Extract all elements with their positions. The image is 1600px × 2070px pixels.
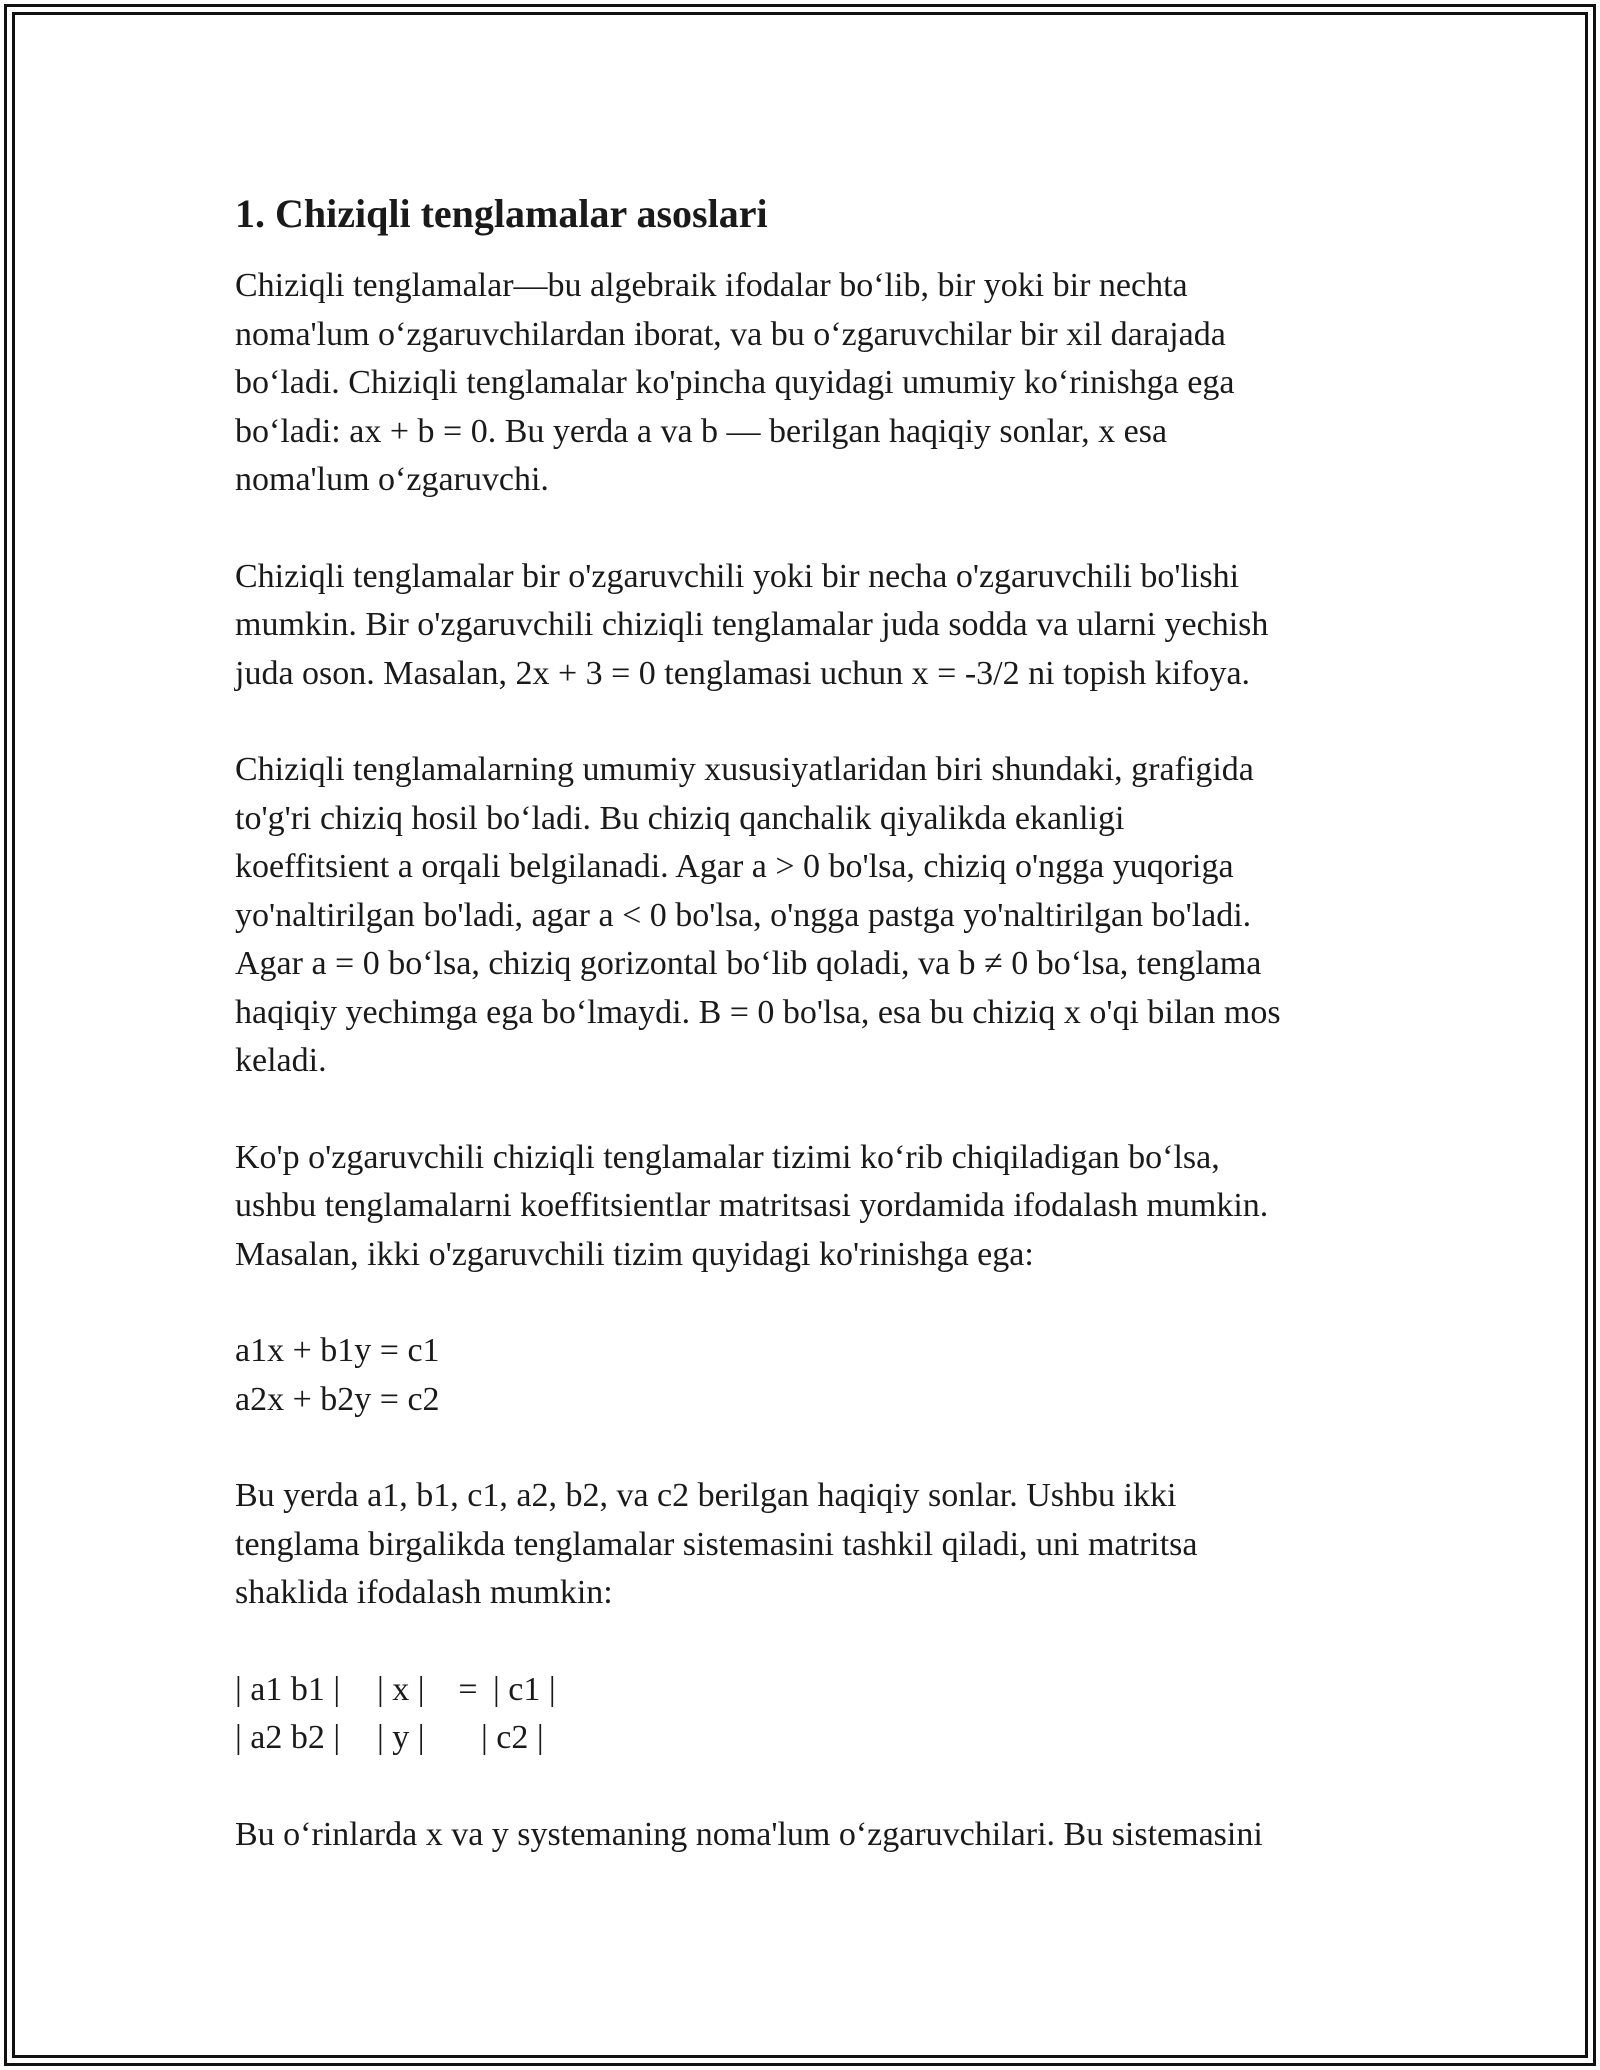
text-line: koeffitsient a orqali belgilanadi. Agar a > 0 bo'lsa, chiziq o'ngga yuqoriga: [235, 848, 1234, 885]
matrix-equation: [235, 1666, 1385, 1763]
text-line: to'g'ri chiziq hosil bo‘ladi. Bu chiziq qanchalik qiyalikda ekanligi: [235, 799, 1125, 837]
paragraph-coefficients: [235, 1472, 1385, 1618]
text-line: Chiziqli tenglamalar—bu algebraik ifodalar bo‘lib, bir yoki bir nechta: [235, 267, 1188, 304]
text-line: noma'lum o‘zgaruvchilardan iborat, va bu o‘zgaruvchilar bir xil darajada: [235, 315, 1226, 353]
section-heading: 1. Chiziqli tenglamalar asoslari: [235, 191, 768, 236]
matrix-equals: =: [458, 1670, 478, 1708]
text-line: mumkin. Bir o'zgaruvchili chiziqli tenglamalar juda sodda va ularni yechish: [235, 606, 1269, 643]
text-line: Chiziqli tenglamalar bir o'zgaruvchili yoki bir necha o'zgaruvchili bo'lishi: [235, 557, 1240, 595]
text-line: Ko'p o'zgaruvchili chiziqli tenglamalar tizimi ko‘rib chiqiladigan bo‘lsa,: [235, 1138, 1220, 1176]
text-line: Masalan, ikki o'zgaruvchili tizim quyidagi ko'rinishga ega:: [235, 1235, 1034, 1273]
matrix-coefficients: | a1 b1 |: [235, 1670, 341, 1708]
equation-system: [235, 1327, 1385, 1424]
matrix-variables: | x |: [377, 1670, 425, 1708]
text-line: Bu yerda a1, b1, c1, a2, b2, va c2 berilgan haqiqiy sonlar. Ushbu ikki: [235, 1477, 1177, 1514]
matrix-row: [235, 1666, 1385, 1715]
paragraph-single-variable: [235, 553, 1385, 699]
paragraph-definition: [235, 262, 1385, 505]
paragraph-variables: [235, 1811, 1385, 1860]
text-line: keladi.: [235, 1042, 327, 1079]
text-line: haqiqiy yechimga ega bo‘lmaydi. B = 0 bo'lsa, esa bu chiziq x o'qi bilan mos: [235, 993, 1281, 1031]
text-line: shaklida ifodalash mumkin:: [235, 1574, 613, 1611]
paragraph-systems: [235, 1134, 1385, 1280]
text-line: Bu o‘rinlarda x va y systemaning noma'lum o‘zgaruvchilari. Bu sistemasini: [235, 1815, 1263, 1853]
matrix-row: [235, 1714, 1385, 1763]
text-line: noma'lum o‘zgaruvchi.: [235, 461, 549, 498]
paragraph-graph-properties: [235, 746, 1385, 1086]
matrix-coefficients: | a2 b2 |: [235, 1719, 341, 1756]
text-line: juda oson. Masalan, 2x + 3 = 0 tenglamasi uchun x = -3/2 ni topish kifoya.: [235, 654, 1251, 692]
document-body: [235, 188, 1385, 1907]
matrix-constants: | c1 |: [493, 1670, 556, 1708]
text-line: tenglama birgalikda tenglamalar sistemasini tashkil qiladi, uni matritsa: [235, 1525, 1198, 1563]
text-line: bo‘ladi. Chiziqli tenglamalar ko'pincha quyidagi umumiy ko‘rinishga ega: [235, 364, 1235, 401]
text-line: Chiziqli tenglamalarning umumiy xususiyatlaridan biri shundaki, grafigida: [235, 751, 1254, 788]
text-line: Agar a = 0 bo‘lsa, chiziq gorizontal bo‘lib qoladi, va b ≠ 0 bo‘lsa, tenglama: [235, 945, 1262, 982]
text-line: yo'naltirilgan bo'ladi, agar a < 0 bo'lsa, o'ngga pastga yo'naltirilgan bo'ladi.: [235, 896, 1252, 934]
equation-line: a1x + b1y = c1: [235, 1332, 440, 1369]
text-line: bo‘ladi: ax + b = 0. Bu yerda a va b — berilgan haqiqiy sonlar, x esa: [235, 412, 1168, 450]
text-line: ushbu tenglamalarni koeffitsientlar matritsasi yordamida ifodalash mumkin.: [235, 1187, 1269, 1224]
equation-line: a2x + b2y = c2: [235, 1380, 440, 1418]
matrix-constants: | c2 |: [481, 1719, 544, 1756]
matrix-variables: | y |: [377, 1719, 425, 1756]
